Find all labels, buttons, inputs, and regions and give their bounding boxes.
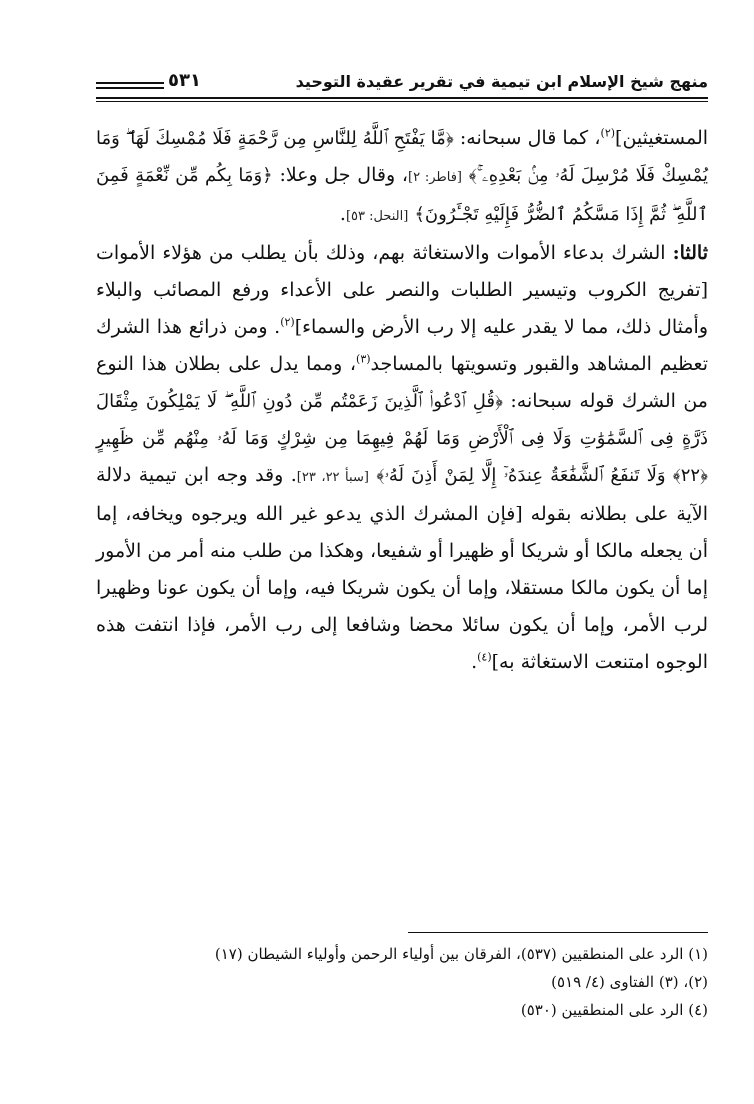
page-header [96,68,708,104]
paragraph-2 [96,235,708,681]
text-run: . وقد وجه ابن تيمية دلالة الآية على بطلانه بقوله [فإن المشرك الذي يدعو غير الله ويرجوه ويخافه، إما أن يجعله مالكا أو شريكا أو ظهيرا أو شفيعا، وهكذا من طلب منه أمر من الأمور إما أن يكون مالكا مستقلا، وإما أن يكون شريكا فيه، وإما أن يكون عونا وظهيرا لرب الأمر، وإما أن يكون سائلا محضا وشافعا إلى رب الأمر، فإذا انتفت هذه الوجوه امتنعت الاستغاثة به] [96,464,708,673]
page-number: ٥٣١ [168,70,201,91]
verse-reference: [النحل: ٥٣] [345,209,409,224]
header-ornament [96,82,164,92]
text-run: الشرك بدعاء الأموات والاستغاثة بهم، وذلك بأن يطلب من هؤلاء الأموات [تفريج الكروب وتيسير الطلبات والنصر على الأعداء ورفع المصائب والبلاء وأمثال ذلك، مما لا يقدر عليه إلا رب الأرض والسماء] [96,242,708,338]
verse-reference: [سبأ ٢٢، ٢٣] [296,470,369,485]
quran-verse: ﴿قُلِ ٱدْعُوا۟ ٱلَّذِينَ زَعَمْتُم مِّن دُونِ ٱللَّهِ ۖ لَا يَمْلِكُونَ مِثْقَالَ ذَرَّةٍ فِى ٱلسَّمَٰوَٰتِ وَلَا فِى ٱلْأَرْضِ وَمَا لَهُمْ فِيهِمَا مِن شِرْكٍ وَمَا لَهُۥ مِنْهُم مِّن ظَهِيرٍ ﴿٢٢﴾ وَلَا تَنفَعُ ٱلشَّفَٰعَةُ عِندَهُۥٓ إِلَّا لِمَنْ أَذِنَ لَهُۥ﴾ [96,391,709,486]
footnote-ref: (٢) [280,315,295,329]
footnote-ref: (٣) [356,352,371,366]
text-run: ، ومما يدل على بطلان هذا النوع من الشرك قوله سبحانه: [96,353,708,412]
footnote-ref: (٤) [477,650,492,664]
header-rule-thin [96,101,708,102]
main-text [96,120,708,681]
footnote: (٢)، (٣) الفتاوى (٤/ ٥١٩) [551,973,708,991]
footnote-rule [408,932,708,933]
text-run: . ومن ذرائع هذا الشرك تعظيم المشاهد والقبور وتسويتها بالمساجد [96,316,708,375]
text-run: ، وقال جل وعلا: [272,164,408,186]
footnotes [96,940,708,1024]
header-rule [96,97,708,99]
quran-verse: ﴿مَّا يَفْتَحِ ٱللَّهُ لِلنَّاسِ مِن رَّحْمَةٍ فَلَا مُمْسِكَ لَهَا ۖ وَمَا يُمْسِكْ فَلَا مُرْسِلَ لَهُۥ مِنۢ بَعْدِهِۦ ۚ﴾ [96,128,708,186]
running-title: منهج شيخ الإسلام ابن تيمية في تقرير عقيدة التوحيد [295,72,708,91]
text-run: ، كما قال سبحانه: [453,127,601,149]
quran-verse: ﴿وَمَا بِكُم مِّن نِّعْمَةٍ فَمِنَ ٱللَّهِ ۖ ثُمَّ إِذَا مَسَّكُمُ ٱلضُّرُّ فَإِلَيْهِ تَجْـَٔرُونَ﴾ [96,165,708,225]
text-run: . [471,651,478,673]
verse-reference: [فاطر: ٢] [407,170,463,185]
paragraph-1: المستغيثين]$^{(٢)}$، كما قال سبحانه: ﴿مَّا يَفْتَحِ ٱللَّهُ لِلنَّاسِ مِن رَّحْمَةٍ فَلَا مُمْسِكَ لَهَا ۖ وَمَا يُمْسِكْ فَلَا مُرْسِلَ لَهُۥ مِنۢ بَعْدِهِۦ ۚ﴾ [فاطر: ٢]، وقال جل وعلا: ﴿وَمَا بِكُم مِّن نِّعْمَةٍ فَمِنَ ٱللَّهِ ۖ ثُمَّ إِذَا مَسَّكُمُ ٱلضُّرُّ فَإِلَيْهِ تَجْـَٔرُونَ﴾ [النحل: ٥٣]. [96,126,709,225]
text-run: المستغيثين] [615,127,709,149]
footnote: (١) الرد على المنطقيين (٥٣٧)، الفرقان بين أولياء الرحمن وأولياء الشيطان (١٧) [214,945,708,963]
section-lead: ثالثا: [672,242,708,264]
footnote: (٤) الرد على المنطقيين (٥٣٠) [520,1001,708,1019]
footnote-ref: (٢) [600,126,616,140]
